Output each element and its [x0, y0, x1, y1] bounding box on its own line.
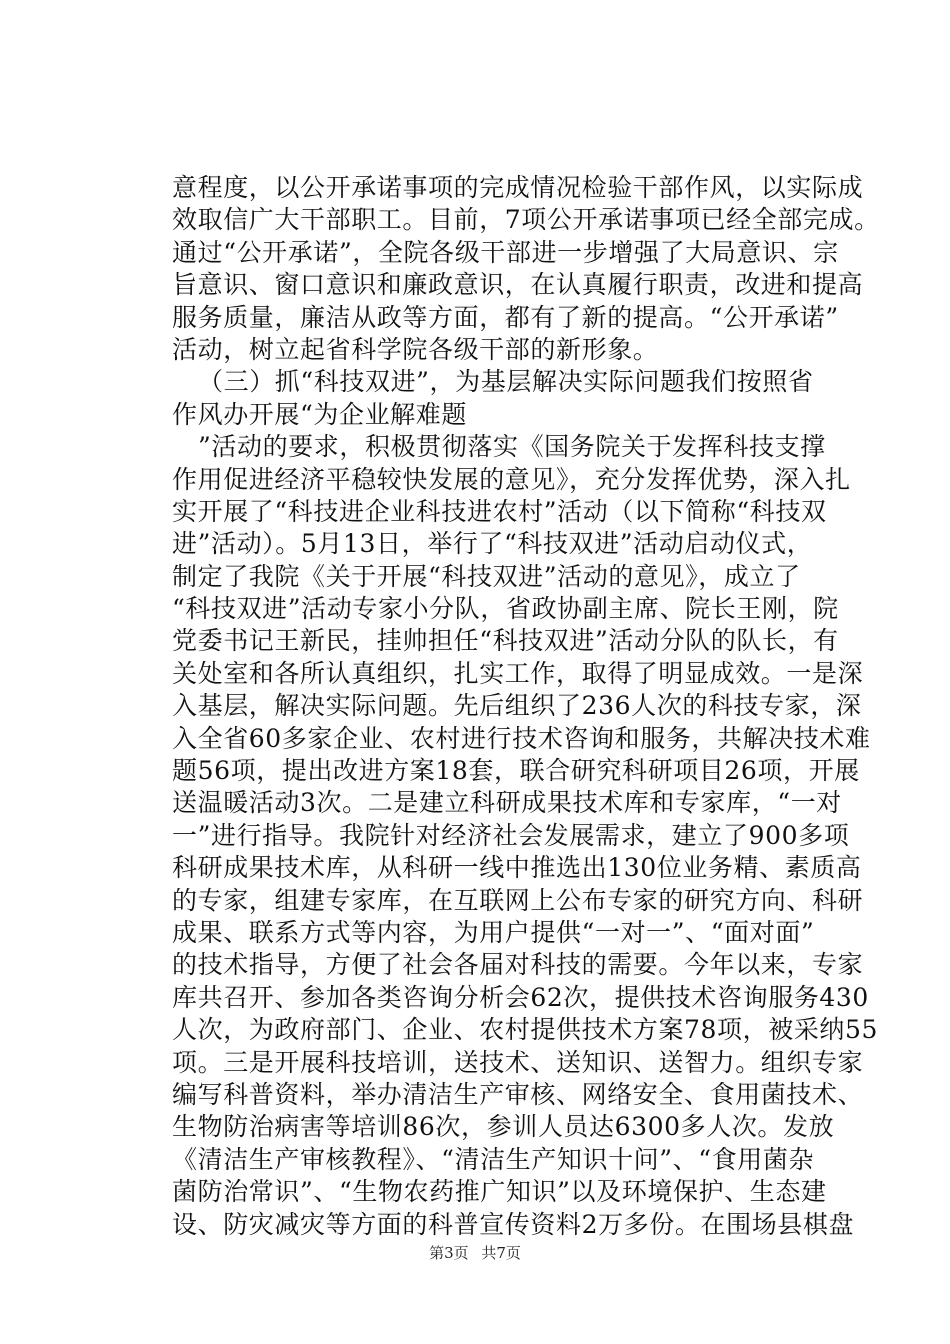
text-line: 成果、联系方式等内容，为用户提供“一对一”、“面对面” — [172, 917, 815, 947]
text-line: 入基层，解决实际问题。先后组织了236人次的科技专家，深 — [172, 691, 862, 721]
text-line: 制定了我院《关于开展“科技双进”活动的意见》，成立了 — [172, 561, 801, 591]
text-line: 菌防治常识”、“生物农药推广知识”以及环境保护、生态建 — [172, 1177, 827, 1207]
text-line: 通过“公开承诺”，全院各级干部进一步增强了大局意识、宗 — [172, 237, 839, 267]
text-line: 的专家，组建专家库，在互联网上公布专家的研究方向、科研 — [172, 885, 864, 915]
text-line: 入全省60多家企业、农村进行技术咨询和服务，共解决技术难 — [172, 723, 871, 753]
page-number: 第3页 — [429, 1244, 469, 1262]
section-heading-line: （三）抓“科技双进”，为基层解决实际问题我们按照省 — [198, 367, 814, 397]
text-line: 作风办开展“为企业解难题 — [172, 399, 467, 429]
text-line: 项。三是开展科技培训，送技术、送知识、送智力。组织专家 — [172, 1047, 864, 1077]
text-line: 库共召开、参加各类咨询分析会62次，提供技术咨询服务430 — [172, 982, 869, 1012]
text-line: 效取信广大干部职工。目前，7项公开承诺事项已经全部完成。 — [172, 205, 880, 235]
text-line: 生物防治病害等培训86次，参训人员达6300多人次。发放 — [172, 1112, 835, 1142]
text-line: 意程度，以公开承诺事项的完成情况检验干部作风，以实际成 — [172, 173, 864, 202]
text-line: 作用促进经济平稳较快发展的意见》，充分发挥优势，深入扎 — [172, 464, 851, 494]
text-line: 科研成果技术库，从科研一线中推选出130位业务精、素质高 — [172, 853, 862, 883]
text-line: 题56项，提出改进方案18套，联合研究科研项目26项，开展 — [172, 756, 860, 786]
text-line: 《清洁生产审核教程》、“清洁生产知识十问”、“食用菌杂 — [172, 1144, 815, 1174]
text-line: 旨意识、窗口意识和廉政意识，在认真履行职责，改进和提高 — [172, 270, 864, 300]
text-line: 设、防灾减灾等方面的科普宣传资料2万多份。在围场县棋盘 — [172, 1209, 855, 1239]
text-line: ”活动的要求，积极贯彻落实《国务院关于发挥科技支撑 — [198, 432, 826, 462]
page-total: 共7页 — [481, 1244, 521, 1262]
text-line: 编写科普资料，举办清洁生产审核、网络安全、食用菌技术、 — [172, 1079, 864, 1109]
text-line: 关处室和各所认真组织，扎实工作，取得了明显成效。一是深 — [172, 658, 864, 688]
text-line: 服务质量，廉洁从政等方面，都有了新的提高。“公开承诺” — [172, 302, 839, 332]
text-line: 党委书记王新民，挂帅担任“科技双进”活动分队的队长，有 — [172, 626, 839, 656]
text-line: 实开展了“科技进企业科技进农村”活动（以下简称“科技双 — [172, 496, 827, 526]
text-line: 进”活动）。5月13日，举行了“科技双进”活动启动仪式， — [172, 529, 813, 559]
text-line: 一”进行指导。我院针对经济社会发展需求，建立了900多项 — [172, 820, 850, 850]
page-footer — [0, 1243, 950, 1263]
text-line: 送温暖活动3次。二是建立科研成果技术库和专家库，“一对 — [172, 788, 842, 818]
text-line: “科技双进”活动专家小分队，省政协副主席、院长王刚，院 — [172, 594, 839, 624]
text-line: 人次，为政府部门、企业、农村提供技术方案78项，被采纳55 — [172, 1015, 879, 1045]
text-line: 的技术指导，方便了社会各届对科技的需要。今年以来，专家 — [172, 950, 864, 980]
text-line: 活动，树立起省科学院各级干部的新形象。 — [172, 334, 659, 364]
document-body — [172, 172, 880, 1241]
